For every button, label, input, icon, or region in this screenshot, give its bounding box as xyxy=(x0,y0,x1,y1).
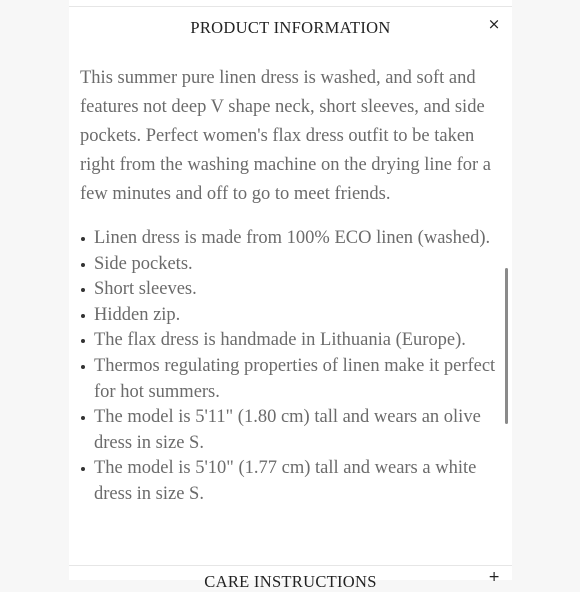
top-divider xyxy=(69,6,512,7)
section-title: PRODUCT INFORMATION xyxy=(190,18,391,37)
feature-list xyxy=(80,226,504,508)
feature-item: The flax dress is handmade in Lithuania (Europe). xyxy=(94,328,504,354)
bottom-divider xyxy=(69,565,512,566)
expand-plus-icon[interactable]: + xyxy=(488,569,500,585)
product-information-panel xyxy=(69,0,512,591)
product-description: This summer pure linen dress is washed, and soft and features not deep V shape neck, short sleeves, and side pockets. Perfect women's flax dress outfit to be taken right from the washing machine on the drying line for a few minutes and off to go to meet friends. xyxy=(80,68,492,204)
feature-item: The model is 5'11" (1.80 cm) tall and wears an olive dress in size S. xyxy=(94,405,504,456)
section-content xyxy=(80,64,504,508)
feature-item: Thermos regulating properties of linen make it perfect for hot summers. xyxy=(94,354,504,405)
care-instructions-title: CARE INSTRUCTIONS xyxy=(204,572,377,591)
close-icon[interactable]: × xyxy=(487,15,501,33)
feature-item: Side pockets. xyxy=(94,252,504,278)
feature-item: The model is 5'10" (1.77 cm) tall and wears a white dress in size S. xyxy=(94,456,504,507)
care-instructions-header[interactable] xyxy=(69,569,512,592)
section-header xyxy=(69,14,512,42)
feature-item: Short sleeves. xyxy=(94,277,504,303)
scrollbar-thumb[interactable] xyxy=(505,268,508,424)
feature-item: Hidden zip. xyxy=(94,303,504,329)
feature-item: Linen dress is made from 100% ECO linen (washed). xyxy=(94,226,504,252)
